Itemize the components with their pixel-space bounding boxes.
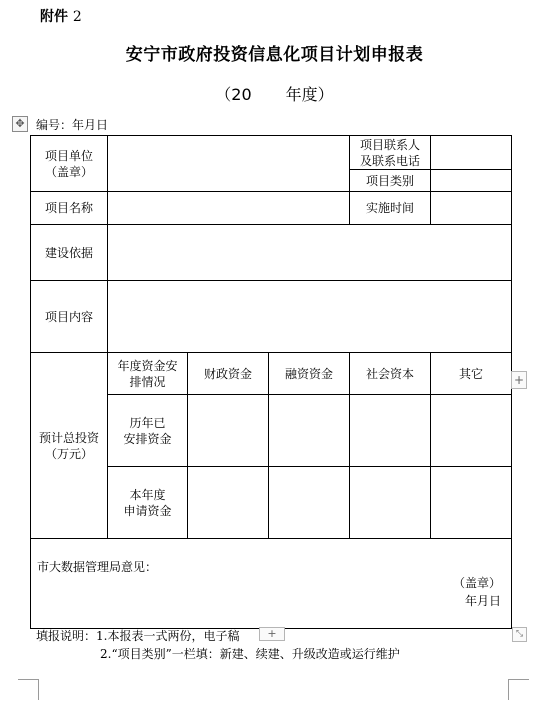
column-other: 其它 bbox=[431, 353, 512, 395]
column-social-capital: 社会资本 bbox=[350, 353, 431, 395]
project-category-field[interactable] bbox=[431, 170, 512, 192]
seal-label: （盖章） bbox=[453, 576, 502, 590]
implementation-period-label: 实施时间 bbox=[350, 192, 431, 225]
filling-note-line-2: 2.“项目类别”一栏填：新建、续建、升级改造或运行维护 bbox=[100, 647, 400, 661]
project-name-label: 项目名称 bbox=[31, 192, 108, 225]
column-fiscal-funds: 财政资金 bbox=[188, 353, 269, 395]
project-unit-field[interactable] bbox=[108, 136, 350, 192]
current-funds-label: 本年度 申请资金 bbox=[108, 467, 188, 539]
page-corner-mark-right bbox=[508, 679, 529, 700]
current-financing-field[interactable] bbox=[269, 467, 350, 539]
prior-other-field[interactable] bbox=[431, 395, 512, 467]
annual-funding-label: 年度资金安 排情况 bbox=[108, 353, 188, 395]
project-name-field[interactable] bbox=[108, 192, 350, 225]
current-fiscal-field[interactable] bbox=[188, 467, 269, 539]
page-title: 安宁市政府投资信息化项目计划申报表 bbox=[125, 45, 424, 65]
application-form-table bbox=[30, 135, 512, 629]
estimated-investment-label: 预计总投资 （万元） bbox=[31, 353, 108, 539]
add-row-icon[interactable]: + bbox=[259, 627, 285, 641]
opinion-date-label: 年月日 bbox=[465, 594, 502, 608]
year-line bbox=[0, 82, 549, 105]
implementation-period-field[interactable] bbox=[431, 192, 512, 225]
construction-basis-field[interactable] bbox=[108, 225, 512, 281]
year-prefix: （20 bbox=[215, 85, 252, 104]
filling-note-line-1: 填报说明：1.本报表一式两份，电子稿 bbox=[36, 629, 240, 643]
project-content-field[interactable] bbox=[108, 281, 512, 353]
year-suffix: 年度） bbox=[285, 85, 334, 104]
prior-fiscal-field[interactable] bbox=[188, 395, 269, 467]
contact-field[interactable] bbox=[431, 136, 512, 170]
serial-date-line: 编号：年月日 bbox=[36, 118, 109, 132]
prior-financing-field[interactable] bbox=[269, 395, 350, 467]
current-other-field[interactable] bbox=[431, 467, 512, 539]
column-financing-funds: 融资资金 bbox=[269, 353, 350, 395]
table-resize-icon[interactable]: ⤡ bbox=[512, 627, 527, 642]
page-corner-mark-left bbox=[18, 679, 39, 700]
attachment-label: 附件 2 bbox=[40, 9, 82, 25]
bureau-opinion-cell[interactable] bbox=[31, 539, 512, 629]
construction-basis-label: 建设依据 bbox=[31, 225, 108, 281]
table-move-handle-icon[interactable]: ✥ bbox=[12, 116, 28, 132]
prior-social-field[interactable] bbox=[350, 395, 431, 467]
contact-label: 项目联系人 及联系电话 bbox=[350, 136, 431, 170]
project-content-label: 项目内容 bbox=[31, 281, 108, 353]
current-social-field[interactable] bbox=[350, 467, 431, 539]
project-unit-label: 项目单位 （盖章） bbox=[31, 136, 108, 192]
attachment-number: 2 bbox=[72, 9, 82, 25]
add-column-icon[interactable]: + bbox=[511, 371, 527, 389]
bureau-opinion-label: 市大数据管理局意见： bbox=[37, 560, 158, 574]
project-category-label: 项目类别 bbox=[350, 170, 431, 192]
prior-funds-label: 历年已 安排资金 bbox=[108, 395, 188, 467]
